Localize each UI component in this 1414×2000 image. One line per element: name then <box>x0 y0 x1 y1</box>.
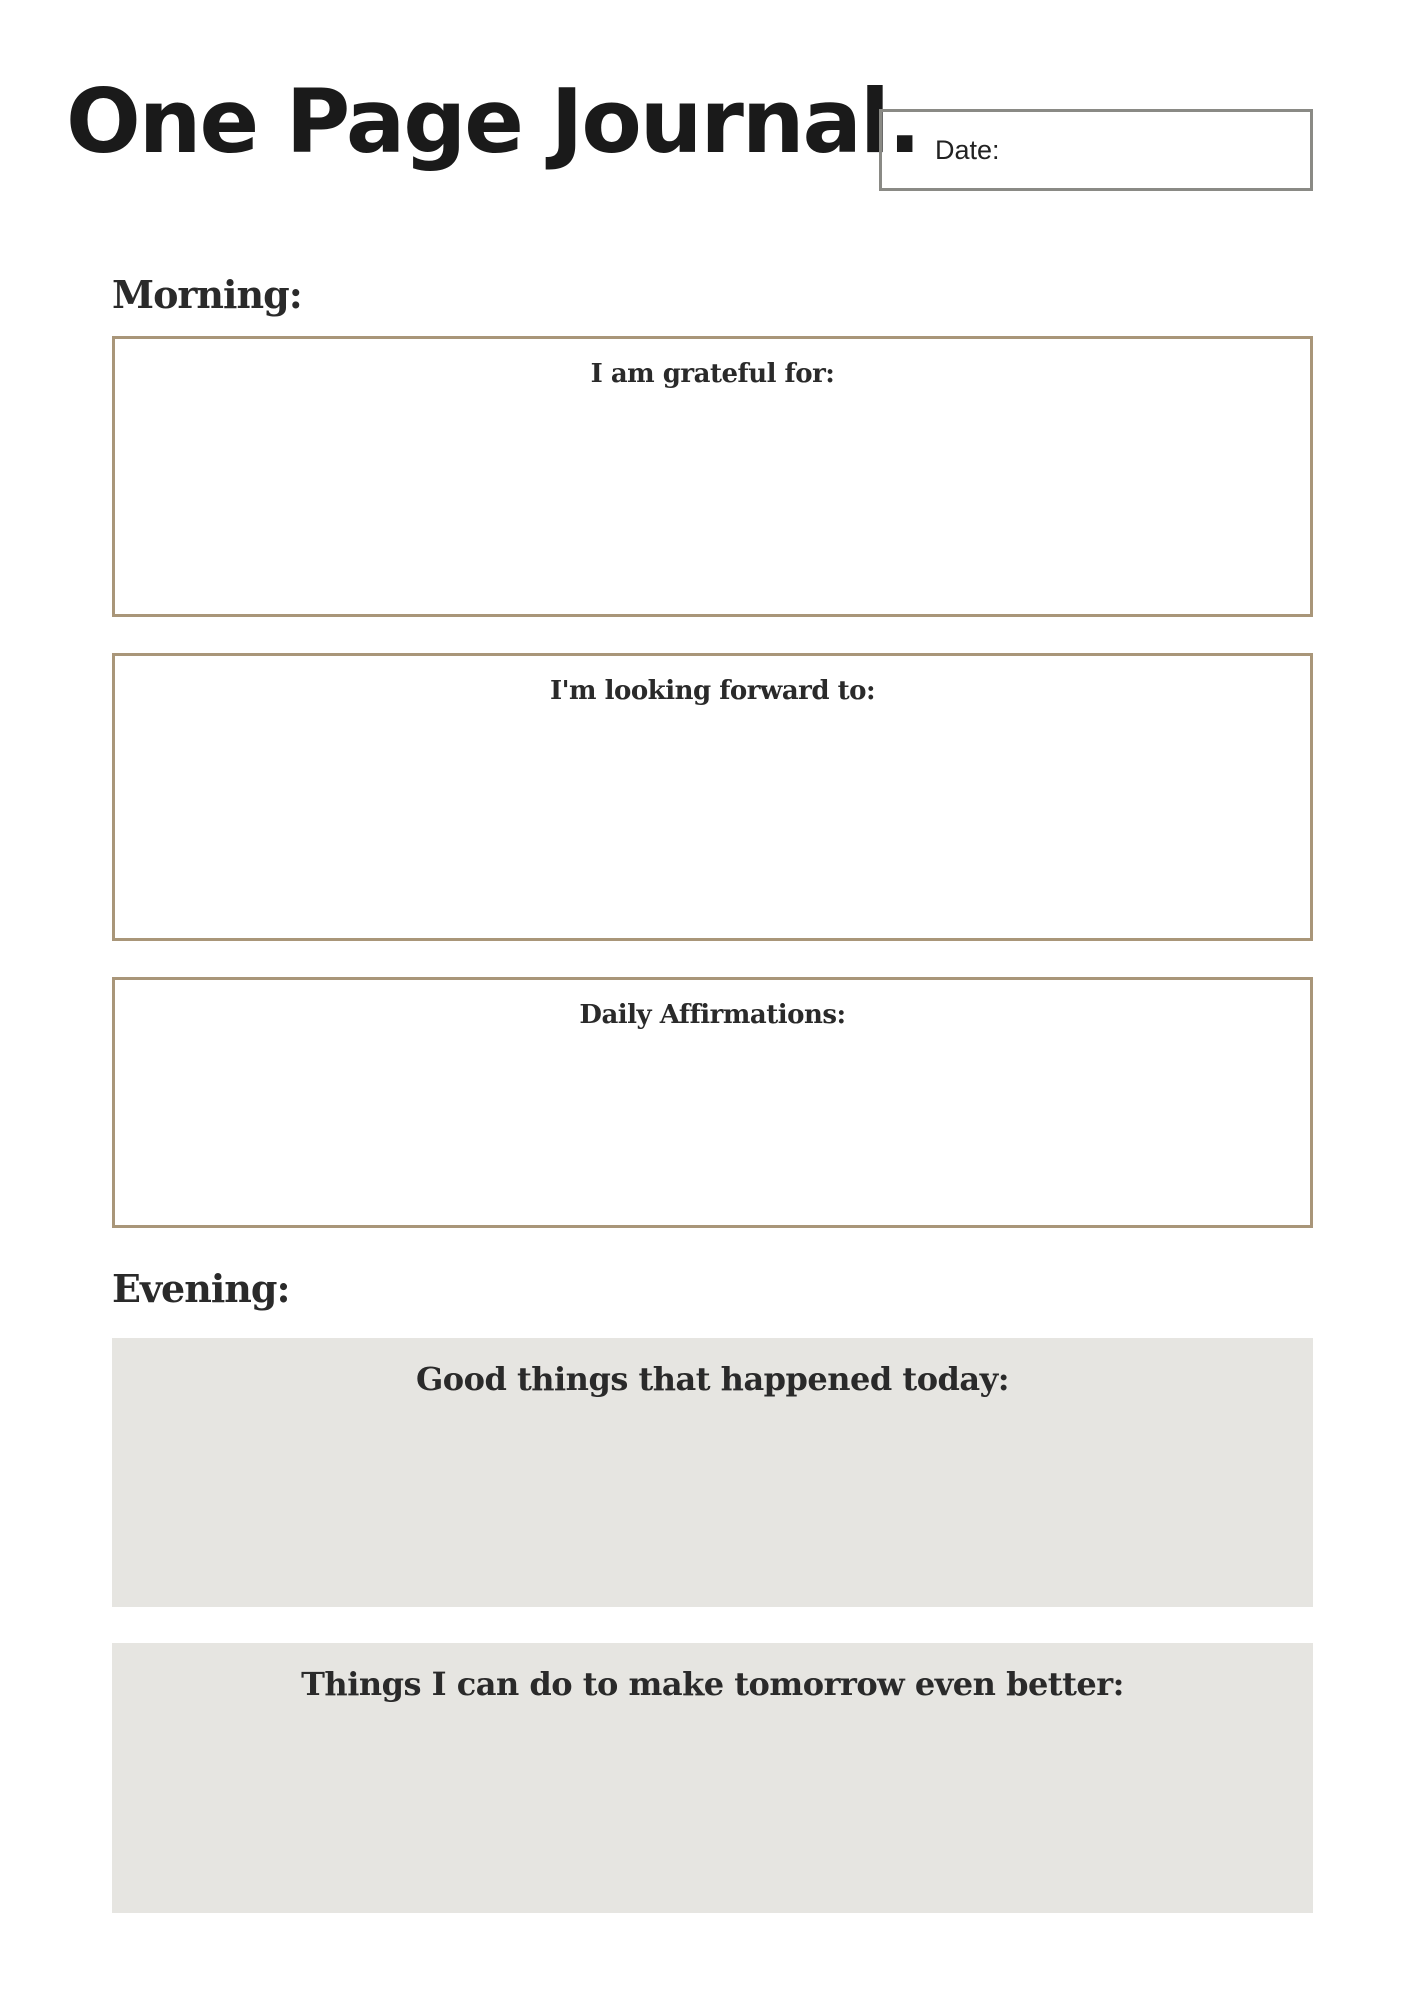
evening-heading: Evening: <box>112 1266 290 1311</box>
good-things-box[interactable] <box>112 1338 1313 1607</box>
grateful-label: I am grateful for: <box>590 359 835 389</box>
looking-forward-box[interactable] <box>112 653 1313 941</box>
affirmations-box[interactable] <box>112 977 1313 1228</box>
grateful-box[interactable] <box>112 336 1313 617</box>
page-title: One Page Journal. <box>66 70 920 173</box>
tomorrow-better-box[interactable] <box>112 1643 1313 1913</box>
good-things-label: Good things that happened today: <box>415 1360 1010 1398</box>
date-label: Date: <box>935 135 1000 165</box>
date-field[interactable] <box>879 109 1313 191</box>
tomorrow-better-label: Things I can do to make tomorrow even better: <box>301 1665 1124 1703</box>
affirmations-label: Daily Affirmations: <box>579 1000 846 1030</box>
looking-forward-label: I'm looking forward to: <box>549 676 876 706</box>
morning-heading: Morning: <box>112 272 302 317</box>
